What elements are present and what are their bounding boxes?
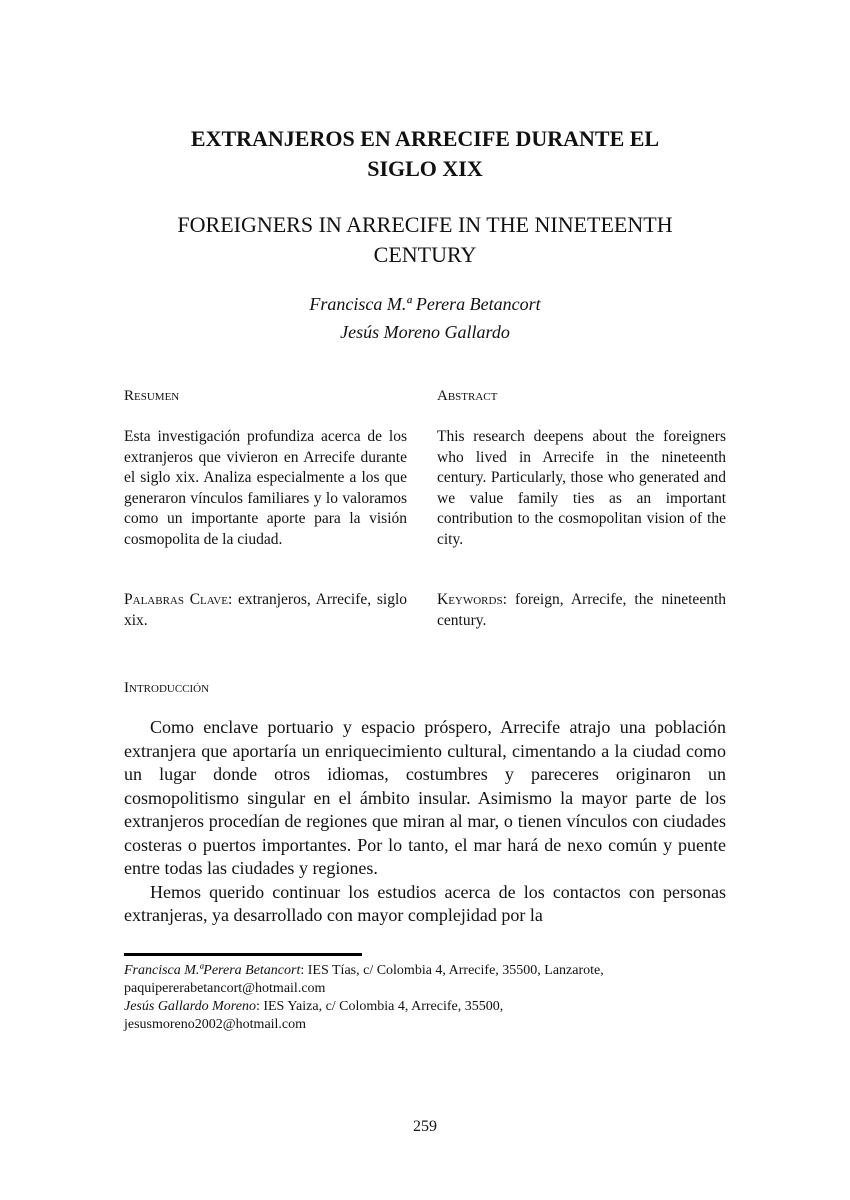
subtitle-line-2: CENTURY: [373, 242, 477, 267]
introduction-body: [124, 716, 726, 928]
footnote-2-name: Jesús Gallardo Moreno: [124, 999, 256, 1014]
author-list: [0, 290, 850, 346]
footnote-rule: [124, 953, 362, 956]
subtitle-line-1: FOREIGNERS IN ARRECIFE IN THE NINETEENTH: [177, 212, 673, 237]
resumen-keywords-value: extranjeros, Arrecife, siglo xix.: [124, 591, 408, 629]
resumen-keywords: [124, 590, 407, 631]
resumen-heading: Resumen: [124, 388, 180, 404]
author-2: Jesús Moreno Gallardo: [340, 322, 510, 342]
introduction-heading: Introducción: [124, 680, 210, 696]
page-number: 259: [413, 1118, 437, 1135]
footnote-1-email: paquipererabetancort@hotmail.com: [124, 981, 326, 996]
article-subtitle: [0, 210, 850, 270]
article-title: [0, 124, 850, 184]
abstract-keywords-value: foreign, Arrecife, the nineteenth century.: [437, 591, 727, 629]
abstract-heading: Abstract: [437, 388, 498, 404]
footnote-2: [124, 998, 726, 1016]
title-line-1: EXTRANJEROS EN ARRECIFE DURANTE EL: [190, 126, 660, 151]
introduction-paragraph-1: Como enclave portuario y espacio próspero, Arrecife atrajo una población extranjera que aportaría un enriquecimiento cultural, cimentando a la ciudad como un lugar donde otros idiomas, costumbres y pareceres originaron un cosmopolitismo singular en el ámbito insular. Asimismo la mayor parte de los extranjeros procedían de regiones que miran al mar, o tienen vínculos con ciudades costeras o puertos importantes. Por lo tanto, el mar hará de nexo común y puente entre todas las ciudades y regiones.: [124, 717, 726, 878]
title-line-2: SIGLO XIX: [367, 156, 483, 181]
abstract-keywords-label: Keywords:: [437, 591, 507, 608]
abstract-text: This research deepens about the foreigners who lived in Arrecife in the nineteenth century. Particularly, those who generated and we value family ties as an important contribution to the cosmopolitan vision of the city.: [437, 428, 726, 548]
footnote-1-name: Francisca M.ªPerera Betancort: [124, 963, 301, 978]
footnotes: [124, 962, 726, 1034]
abstract-keywords: [437, 590, 726, 631]
footnote-2-address: : IES Yaiza, c/ Colombia 4, Arrecife, 35500,: [255, 999, 504, 1014]
resumen-text: Esta investigación profundiza acerca de los extranjeros que vivieron en Arrecife durante el siglo xix. Analiza especialmente a los que generaron vínculos familiares y lo valoramos como un importante aporte para la visión cosmopolita de la ciudad.: [124, 428, 407, 548]
footnote-1: [124, 962, 726, 980]
introduction-paragraph-2: Hemos querido continuar los estudios acerca de los contactos con personas extranjeras, ya desarrollado con mayor complejidad por la: [124, 881, 726, 925]
footnote-1-address: : IES Tías, c/ Colombia 4, Arrecife, 35500, Lanzarote,: [300, 963, 604, 978]
footnote-2-email: jesusmoreno2002@hotmail.com: [124, 1017, 307, 1032]
resumen-keywords-label: Palabras Clave:: [124, 591, 233, 608]
author-1: Francisca M.ª Perera Betancort: [309, 294, 541, 314]
